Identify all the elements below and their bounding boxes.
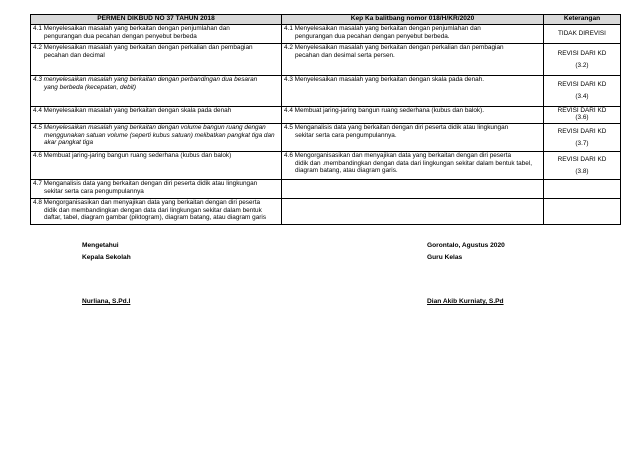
permen-cell: 4.7 Menganalisis data yang berkaitan dengan diri peserta didik atau lingkungan sekitar serta cara pengumpulannya bbox=[31, 180, 282, 199]
signature-left bbox=[82, 240, 131, 264]
keterangan-cell: REVISI DARI KD (3.7) bbox=[544, 124, 621, 152]
signature-left-line1: Mengetahui bbox=[82, 242, 119, 249]
table-header-row bbox=[31, 15, 621, 25]
keterangan-cell bbox=[544, 180, 621, 199]
table-row bbox=[31, 107, 621, 124]
table-row bbox=[31, 180, 621, 199]
permen-cell: 4.6 Membuat jaring-jaring bangun ruang sederhana (kubus dan balok) bbox=[31, 152, 282, 180]
kepka-cell bbox=[282, 199, 544, 225]
kepka-cell bbox=[282, 180, 544, 199]
signature-left-name-block bbox=[82, 296, 130, 308]
permen-cell: 4.4 Menyelesaikan masalah yang berkaitan dengan skala pada denah bbox=[31, 107, 282, 124]
permen-cell: 4.8 Mengorganisasikan dan menyajikan data yang berkaitan dengan diri peserta didik dan membandingkan dengan data dari lingkungan sekitar dalam bentuk daftar, tabel, diagram gambar (piktogram), diagram batang, atau diagram garis bbox=[31, 199, 282, 225]
kepka-cell: 4.1 Menyelesaikan masalah yang berkaitan dengan penjumlahan dan pengurangan dua pecahan dengan penyebut berbeda. bbox=[282, 25, 544, 44]
signature-right-line2: Guru Kelas bbox=[427, 254, 463, 261]
permen-cell: 4.3 menyelesaikan masalah yang berkaitan dengan perbandingan dua besaran yang berbeda (kecepatan, debit) bbox=[31, 76, 282, 107]
kd-comparison-table bbox=[30, 14, 621, 225]
table-row bbox=[31, 124, 621, 152]
signature-left-name: Nurliana, S.Pd.I bbox=[82, 298, 131, 305]
keterangan-cell: REVISI DARI KD (3.6) bbox=[544, 107, 621, 124]
keterangan-cell: REVISI DARI KD (3.8) bbox=[544, 152, 621, 180]
kepka-cell: 4.3 Menyelesaikan masalah yang berkaitan dengan skala pada denah. bbox=[282, 76, 544, 107]
kepka-cell: 4.2 Menyelesaikan masalah yang berkaitan dengan perkalian dan pembagian pecahan dan desimal serta persen. bbox=[282, 44, 544, 76]
kepka-cell: 4.6 Mengorganisasikan dan menyajikan data yang berkaitan dengan diri peserta didik dan .membandingkan dengan data dari lingkungan sekitar dalam bentuk tabel, diagram batang, atau diagram garis. bbox=[282, 152, 544, 180]
keterangan-cell: REVISI DARI KD (3.2) bbox=[544, 44, 621, 76]
table-row bbox=[31, 199, 621, 225]
kepka-cell: 4.5 Menganalisis data yang berkaitan dengan diri peserta didik atau lingkungan sekitar serta cara pengumpulannya. bbox=[282, 124, 544, 152]
permen-cell: 4.2 Menyelesaikan masalah yang berkaitan dengan perkalian dan pembagian pecahan dan decimal bbox=[31, 44, 282, 76]
signature-left-line2: Kepala Sekolah bbox=[82, 254, 131, 261]
permen-cell: 4.1 Menyelesaikan masalah yang berkaitan dengan penjumlahan dan pengurangan dua pecahan dengan penyebut berbeda bbox=[31, 25, 282, 44]
permen-cell: 4.5 Menyelesaikan masalah yang berkaitan dengan volume bangun ruang dengan menggunakan satuan volume (seperti kubus satuan) melibatkan pangkat tiga dan akar pangkat tiga bbox=[31, 124, 282, 152]
table-row bbox=[31, 76, 621, 107]
header-permen: PERMEN DIKBUD NO 37 TAHUN 2018 bbox=[31, 15, 282, 25]
signature-right-line1: Gorontalo, Agustus 2020 bbox=[427, 242, 505, 249]
keterangan-cell bbox=[544, 199, 621, 225]
kepka-cell: 4.4 Membuat jaring-jaring bangun ruang sederhana (kubus dan balok). bbox=[282, 107, 544, 124]
table-row bbox=[31, 25, 621, 44]
signature-right-name-block bbox=[427, 296, 504, 308]
header-keterangan: Keterangan bbox=[544, 15, 621, 25]
signature-right bbox=[427, 240, 505, 264]
table-row bbox=[31, 152, 621, 180]
table-row bbox=[31, 44, 621, 76]
keterangan-cell: TIDAK DIREVISI bbox=[544, 25, 621, 44]
keterangan-cell: REVISI DARI KD (3.4) bbox=[544, 76, 621, 107]
signature-right-name: Dian Akib Kurniaty, S.Pd bbox=[427, 298, 504, 305]
header-kepka: Kep Ka balitbang nomor 018/H/KR/2020 bbox=[282, 15, 544, 25]
